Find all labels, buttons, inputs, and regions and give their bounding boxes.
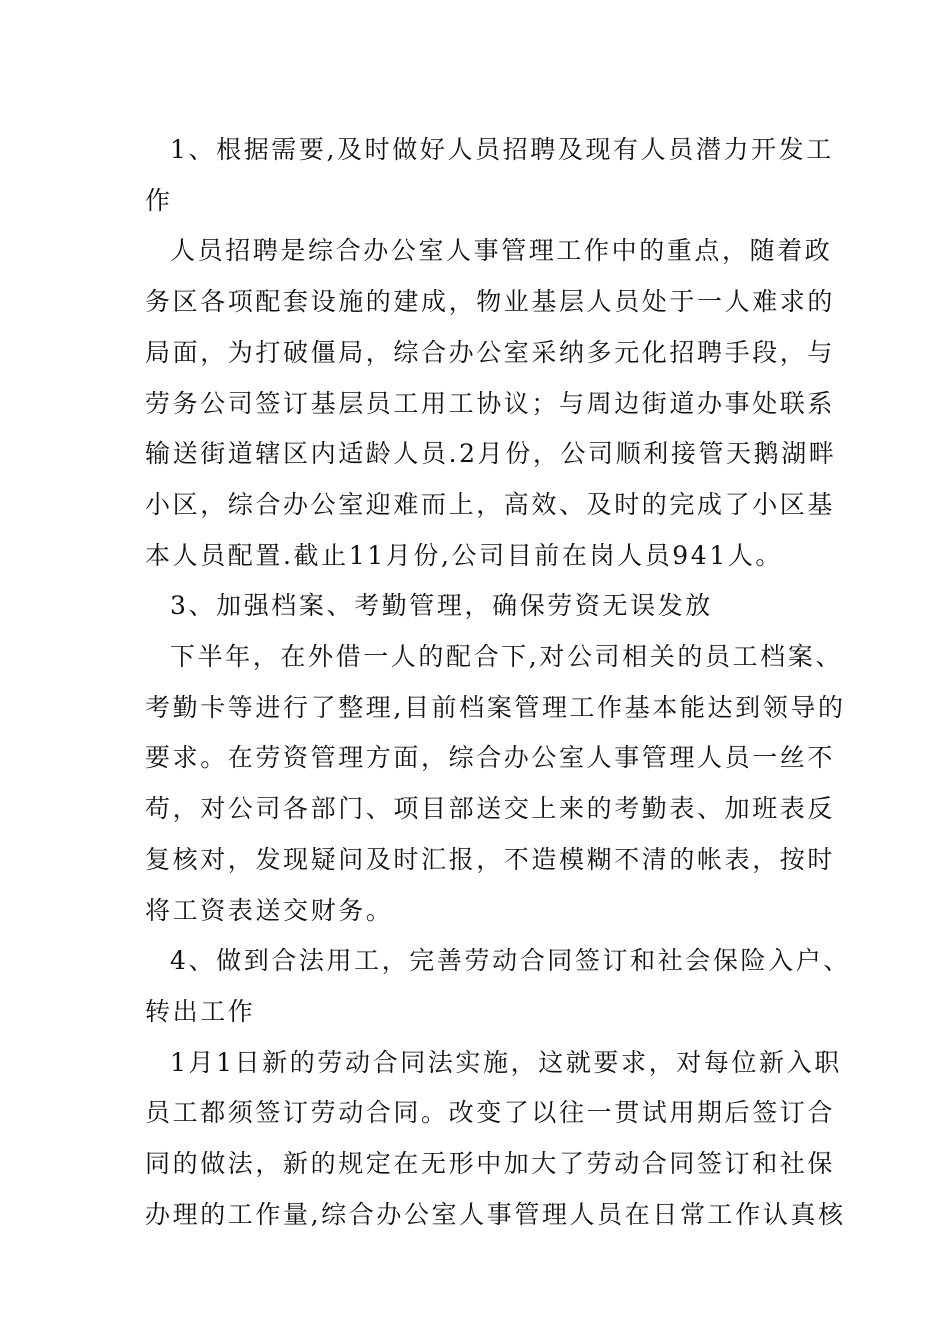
text-line: 小区，综合办公室迎难而上，高效、及时的完成了小区基 [145,489,836,519]
body-paragraph-1 [145,226,837,581]
text-line: 本人员配置.截止11月份,公司目前在岗人员941人。 [145,540,784,570]
text-line: 局面，为打破僵局，综合办公室采纳多元化招聘手段，与 [145,337,836,367]
text-line: 作 [145,185,173,215]
text-line: 苟，对公司各部门、项目部送交上来的考勤表、加班表反 [145,794,836,824]
text-line: 将工资表送交财务。 [145,895,394,925]
text-line: 下半年，在外借一人的配合下,对公司相关的员工档案、 [170,642,843,672]
text-line: 4、做到合法用工，完善劳动合同签订和社会保险入户、 [170,946,851,976]
text-line: 复核对，发现疑问及时汇报，不造模糊不清的帐表，按时 [145,844,836,874]
body-paragraph-4 [145,1038,846,1241]
text-line: 劳务公司签订基层员工用工协议；与周边街道办事处联系 [145,388,836,418]
document-body [145,125,851,1240]
text-line: 务区各项配套设施的建成，物业基层人员处于一人难求的 [145,287,836,317]
text-line: 转出工作 [145,996,256,1026]
text-line: 同的做法，新的规定在无形中加大了劳动合同签订和社保 [145,1149,836,1179]
text-line: 1、根据需要,及时做好人员招聘及现有人员潜力开发工 [170,135,834,164]
text-line: 1月1日新的劳动合同法实施，这就要求，对每位新入职 [170,1047,842,1077]
text-line: 办理的工作量,综合办公室人事管理人员在日常工作认真核 [145,1199,846,1229]
text-line: 要求。在劳资管理方面，综合办公室人事管理人员一丝不 [145,743,836,773]
text-line: 3、加强档案、考勤管理，确保劳资无误发放 [170,591,713,621]
text-line: 人员招聘是综合办公室人事管理工作中的重点，随着政 [170,236,833,266]
section-heading-4 [145,936,851,1037]
text-line: 输送街道辖区内适龄人员.2月份，公司顺利接管天鹅湖畔 [145,439,837,469]
section-heading-1 [145,125,834,226]
body-paragraph-3 [145,632,846,936]
text-line: 考勤卡等进行了整理,目前档案管理工作基本能达到领导的 [145,692,846,722]
text-line: 员工都须签订劳动合同。改变了以往一贯试用期后签订合 [145,1098,836,1128]
section-heading-3 [145,581,811,632]
